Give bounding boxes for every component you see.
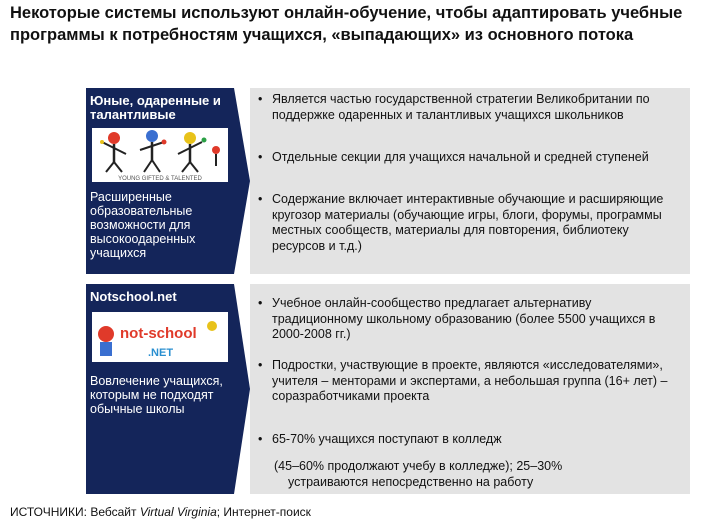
section2-sub-label: Вовлечение учащихся, которым не подходят обычные школы xyxy=(90,374,223,416)
section1-bullets-panel xyxy=(250,88,690,274)
footer-source: Virtual Virginia xyxy=(139,505,217,519)
list-item: • 65-70% учащихся поступают в колледж xyxy=(258,432,502,446)
section2-heading: Notschool.net xyxy=(90,289,177,304)
section2-bullets-panel xyxy=(250,284,690,494)
note-line: устраиваются непосредственно на работу xyxy=(288,474,534,489)
list-item: • Учебное онлайн-сообщество предлагает альтернативу традиционному школьному образованию (более 5500 учащихся в 2000-2008 гг.) xyxy=(258,296,656,341)
section1-sub-label: Расширенные образовательные возможности для высокоодаренных учащихся xyxy=(90,190,196,260)
chevron-arrow-icon xyxy=(234,284,250,494)
list-item: • Является частью государственной стратегии Великобритании по поддержке одаренных и талантливых учащихся школьников xyxy=(258,92,650,122)
footer-prefix: ИСТОЧНИКИ: Вебсайт xyxy=(10,505,140,519)
svg-text:not-school: not-school xyxy=(120,325,197,342)
note-line: (45–60% продолжают учебу в колледже); 25–30% xyxy=(274,459,563,473)
footer-suffix: ; Интернет-поиск xyxy=(216,505,311,519)
section1-label-box xyxy=(86,88,234,274)
section1-logo xyxy=(92,128,228,182)
chevron-arrow-icon xyxy=(234,88,250,274)
list-item: • Подростки, участвующие в проекте, являются «исследователями», учителя – менторами и экспертами, а небольшая группа (16+ лет) – соразработчиками проекта xyxy=(258,358,668,403)
list-item: • Содержание включает интерактивные обучающие и расширяющие кругозор материалы (обучающие игры, блоги, форумы, программы местных сообществ, материалы для повторения, библиотеку ресурсов и т.д.) xyxy=(258,192,664,253)
svg-text:.NET: .NET xyxy=(148,347,174,359)
sources-footer xyxy=(10,505,311,519)
section2-logo xyxy=(92,312,228,362)
list-item: • Отдельные секции для учащихся начальной и средней ступеней xyxy=(258,150,649,164)
section2-label-box xyxy=(86,284,234,494)
page-title: Некоторые системы используют онлайн-обучение, чтобы адаптировать учебные программы к потребностям учащихся, «выпадающих» из основного потока xyxy=(10,4,683,44)
section2-note xyxy=(274,459,682,490)
section1-heading: Юные, одаренные и талантливые xyxy=(90,93,221,122)
notschool-logo xyxy=(92,312,228,362)
svg-text:YOUNG GIFTED & TALENTED: YOUNG GIFTED & TALENTED xyxy=(118,176,202,182)
young-gifted-talented-logo xyxy=(92,128,228,182)
